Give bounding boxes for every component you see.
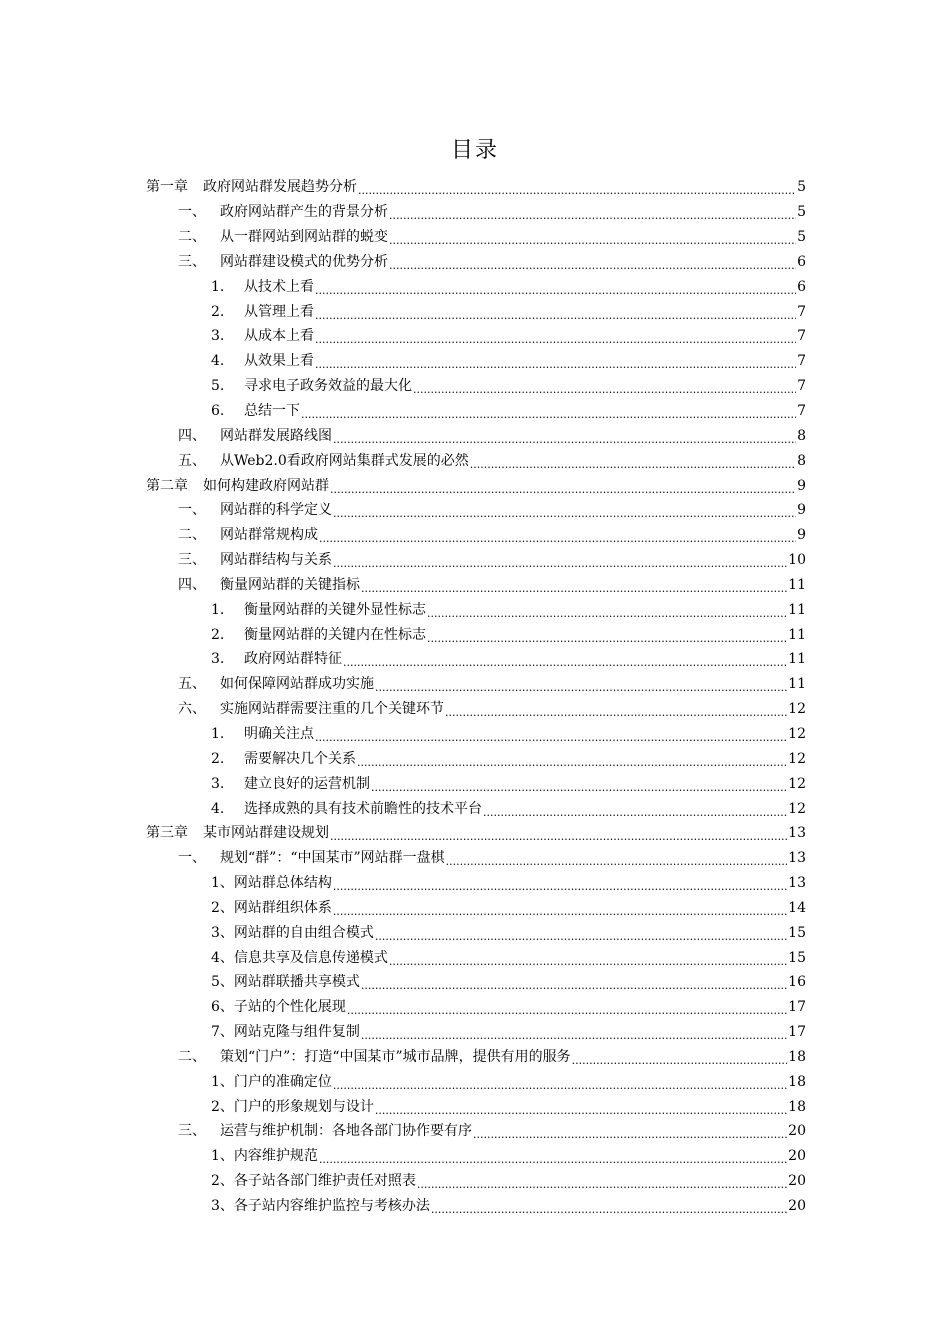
toc-entry-label: 衡量网站群的关键外显性标志 xyxy=(244,601,426,618)
toc-entry[interactable] xyxy=(0,846,806,871)
toc-dot-leader xyxy=(319,1150,787,1168)
toc-dot-leader xyxy=(333,877,787,895)
toc-page-number: 7 xyxy=(797,403,806,420)
toc-entry[interactable] xyxy=(0,722,806,747)
toc-entry-number: 一、 xyxy=(178,850,206,867)
toc-dot-leader xyxy=(375,1101,787,1119)
toc-entry-number: 3、 xyxy=(211,1198,234,1215)
toc-entry-label: 从成本上看 xyxy=(244,328,314,345)
toc-entry-number: 4. xyxy=(211,800,225,817)
toc-entry-number: 1、 xyxy=(211,875,234,892)
toc-dot-leader xyxy=(333,430,796,448)
toc-entry-number: 2、 xyxy=(211,899,234,916)
toc-entry-label: 网站群的自由组合模式 xyxy=(233,924,374,941)
toc-entry[interactable] xyxy=(0,920,806,945)
toc-entry-number: 4、 xyxy=(211,949,234,966)
toc-dot-leader xyxy=(361,1026,787,1044)
toc-entry-number: 2、 xyxy=(211,1173,234,1190)
toc-entry-number: 五、 xyxy=(178,676,206,693)
toc-dot-leader xyxy=(315,306,796,324)
toc-entry-label: 网站克隆与组件复制 xyxy=(233,1024,360,1041)
toc-page-number: 20 xyxy=(788,1173,806,1190)
toc-entry-number: 五、 xyxy=(178,452,206,469)
toc-entry-number: 一、 xyxy=(178,204,206,221)
toc-dot-leader xyxy=(361,976,787,994)
toc-entry[interactable] xyxy=(0,1045,806,1070)
toc-entry-number: 四、 xyxy=(178,427,206,444)
toc-entry-label: 运营与维护机制：各地各部门协作要有序 xyxy=(220,1123,472,1140)
toc-page-number: 6 xyxy=(797,278,806,295)
toc-entry-number: 二、 xyxy=(178,229,206,246)
toc-dot-leader xyxy=(389,256,796,274)
toc-dot-leader xyxy=(301,405,796,423)
toc-dot-leader xyxy=(470,455,796,473)
toc-entry[interactable] xyxy=(0,672,806,697)
toc-entry[interactable] xyxy=(0,970,806,995)
toc-page-number: 13 xyxy=(788,825,806,842)
toc-dot-leader xyxy=(413,380,796,398)
toc-entry[interactable] xyxy=(0,175,806,200)
toc-entry[interactable] xyxy=(0,1069,806,1094)
toc-entry[interactable] xyxy=(0,399,806,424)
toc-page-number: 20 xyxy=(788,1198,806,1215)
toc-dot-leader xyxy=(330,480,796,498)
toc-entry[interactable] xyxy=(0,1194,806,1219)
toc-entry[interactable] xyxy=(0,423,806,448)
toc-page-number: 8 xyxy=(797,427,806,444)
toc-entry-number: 第三章 xyxy=(146,825,188,842)
toc-entry-label: 建立良好的运营机制 xyxy=(244,775,370,792)
toc-page-number: 17 xyxy=(788,999,806,1016)
toc-dot-leader xyxy=(572,1051,788,1069)
toc-page-number: 9 xyxy=(797,477,806,494)
toc-entry-number: 三、 xyxy=(178,552,206,569)
toc-page-number: 20 xyxy=(788,1148,806,1165)
toc-entry[interactable] xyxy=(0,523,806,548)
toc-dot-leader xyxy=(343,653,787,671)
toc-page-number: 11 xyxy=(788,576,806,593)
toc-entry-label: 实施网站群需要注重的几个关键环节 xyxy=(220,701,444,718)
toc-title: 目录 xyxy=(450,138,499,163)
toc-entry-number: 2. xyxy=(211,303,225,320)
toc-page-number: 12 xyxy=(788,725,806,742)
toc-page-number: 12 xyxy=(788,800,806,817)
toc-entry-number: 2. xyxy=(211,626,225,643)
toc-entry-number: 1、 xyxy=(211,1073,234,1090)
toc-entry-number: 4. xyxy=(211,353,225,370)
toc-entry[interactable] xyxy=(0,349,806,374)
toc-dot-leader xyxy=(315,728,787,746)
toc-entry-number: 一、 xyxy=(178,502,206,519)
toc-entry-label: 政府网站群发展趋势分析 xyxy=(203,179,357,196)
toc-entry-number: 1. xyxy=(211,278,225,295)
toc-dot-leader xyxy=(483,803,787,821)
toc-entry[interactable] xyxy=(0,473,806,498)
toc-entry[interactable] xyxy=(0,573,806,598)
toc-entry-label: 各子站各部门维护责任对照表 xyxy=(233,1173,416,1190)
toc-entry-label: 门户的形象规划与设计 xyxy=(233,1098,374,1115)
toc-entry-label: 网站群结构与关系 xyxy=(220,552,332,569)
toc-dot-leader xyxy=(347,1001,787,1019)
toc-entry-number: 2. xyxy=(211,750,225,767)
toc-entry[interactable] xyxy=(0,548,806,573)
toc-entry[interactable] xyxy=(0,995,806,1020)
toc-entry[interactable] xyxy=(0,597,806,622)
toc-entry-label: 需要解决几个关系 xyxy=(244,750,356,767)
toc-page-number: 13 xyxy=(788,875,806,892)
toc-entry[interactable] xyxy=(0,871,806,896)
toc-entry[interactable] xyxy=(0,1119,806,1144)
toc-entry-number: 第二章 xyxy=(146,477,188,494)
toc-entry-number: 二、 xyxy=(178,527,206,544)
toc-entry[interactable] xyxy=(0,225,806,250)
toc-entry[interactable] xyxy=(0,299,806,324)
toc-page-number: 17 xyxy=(788,1024,806,1041)
toc-dot-leader xyxy=(319,529,796,547)
toc-entry-label: 网站群组织体系 xyxy=(233,899,332,916)
toc-entry-number: 3、 xyxy=(211,924,234,941)
toc-entry[interactable] xyxy=(0,448,806,473)
toc-page-number: 20 xyxy=(788,1123,806,1140)
toc-entry[interactable] xyxy=(0,622,806,647)
toc-dot-leader xyxy=(333,902,787,920)
toc-entry-label: 网站群建设模式的优势分析 xyxy=(220,253,388,270)
toc-entry[interactable] xyxy=(0,1094,806,1119)
toc-entry-label: 网站群总体结构 xyxy=(233,875,332,892)
toc-entry-label: 网站群联播共享模式 xyxy=(233,974,360,991)
toc-page-number: 10 xyxy=(788,552,806,569)
toc-entry-label: 门户的准确定位 xyxy=(233,1073,332,1090)
toc-entry[interactable] xyxy=(0,1020,806,1045)
toc-page-number: 7 xyxy=(797,378,806,395)
toc-page-number: 8 xyxy=(797,452,806,469)
toc-entry-number: 5. xyxy=(211,378,225,395)
toc-entry-label: 规划“群”：“中国某市”网站群一盘棋 xyxy=(220,850,445,867)
toc-dot-leader xyxy=(375,927,787,945)
toc-page-number: 11 xyxy=(788,601,806,618)
toc-entry-label: 内容维护规范 xyxy=(233,1148,318,1165)
toc-entry[interactable] xyxy=(0,324,806,349)
toc-dot-leader xyxy=(431,1200,787,1218)
toc-entry-number: 2、 xyxy=(211,1098,234,1115)
toc-entry-label: 如何构建政府网站群 xyxy=(203,477,329,494)
toc-entry-number: 1、 xyxy=(211,1148,234,1165)
toc-entry-label: 政府网站群产生的背景分析 xyxy=(220,204,388,221)
toc-entry[interactable] xyxy=(0,200,806,225)
toc-dot-leader xyxy=(417,1175,787,1193)
toc-page-number: 12 xyxy=(788,750,806,767)
toc-dot-leader xyxy=(389,206,796,224)
toc-entry-label: 衡量网站群的关键内在性标志 xyxy=(244,626,426,643)
toc-entry[interactable] xyxy=(0,945,806,970)
toc-entry-number: 二、 xyxy=(178,1048,206,1065)
toc-page-number: 18 xyxy=(788,1048,806,1065)
toc-dot-leader xyxy=(427,604,787,622)
toc-entry[interactable] xyxy=(0,250,806,275)
toc-page-number: 6 xyxy=(797,253,806,270)
toc-entry-number: 四、 xyxy=(178,576,206,593)
toc-entry-label: 策划“门户”：打造“中国某市”城市品牌，提供有用的服务 xyxy=(220,1048,571,1065)
toc-entry-label: 总结一下 xyxy=(244,403,300,420)
toc-page-number: 5 xyxy=(797,179,806,196)
toc-entry-label: 从Web2.0看政府网站集群式发展的必然 xyxy=(220,452,469,469)
toc-entry-label: 某市网站群建设规划 xyxy=(203,825,329,842)
toc-entry[interactable] xyxy=(0,796,806,821)
toc-entry-label: 信息共享及信息传递模式 xyxy=(233,949,388,966)
toc-page-number: 7 xyxy=(797,303,806,320)
toc-dot-leader xyxy=(333,554,787,572)
toc-page-number: 16 xyxy=(788,974,806,991)
toc-dot-leader xyxy=(445,703,787,721)
toc-entry-label: 寻求电子政务效益的最大化 xyxy=(244,378,412,395)
toc-entry-number: 6. xyxy=(211,403,225,420)
toc-dot-leader xyxy=(315,281,796,299)
toc-dot-leader xyxy=(333,1076,787,1094)
toc-dot-leader xyxy=(330,827,787,845)
toc-entry-label: 网站群常规构成 xyxy=(220,527,318,544)
toc-entry[interactable] xyxy=(0,821,806,846)
toc-dot-leader xyxy=(427,629,787,647)
toc-dot-leader xyxy=(358,181,796,199)
toc-page-number: 13 xyxy=(788,850,806,867)
toc-dot-leader xyxy=(315,330,796,348)
toc-entry[interactable] xyxy=(0,746,806,771)
toc-entry-label: 从一群网站到网站群的蜕变 xyxy=(220,229,388,246)
toc-entry-label: 如何保障网站群成功实施 xyxy=(220,676,374,693)
toc-page-number: 11 xyxy=(788,676,806,693)
toc-dot-leader xyxy=(473,1125,787,1143)
toc-page-number: 12 xyxy=(788,701,806,718)
toc-entry-number: 六、 xyxy=(178,701,206,718)
toc-entry[interactable] xyxy=(0,1144,806,1169)
toc-entry-number: 3. xyxy=(211,775,225,792)
toc-entry[interactable] xyxy=(0,374,806,399)
toc-entry-label: 明确关注点 xyxy=(244,725,314,742)
toc-entry-number: 第一章 xyxy=(146,179,188,196)
table-of-contents xyxy=(0,175,950,1218)
toc-page-number: 12 xyxy=(788,775,806,792)
toc-entry-number: 三、 xyxy=(178,253,206,270)
toc-entry[interactable] xyxy=(0,274,806,299)
toc-entry-number: 3. xyxy=(211,651,225,668)
toc-dot-leader xyxy=(357,753,787,771)
toc-dot-leader xyxy=(371,778,787,796)
toc-entry-label: 网站群的科学定义 xyxy=(220,502,332,519)
toc-entry-number: 三、 xyxy=(178,1123,206,1140)
toc-entry-label: 从管理上看 xyxy=(244,303,314,320)
toc-page-number: 9 xyxy=(797,502,806,519)
toc-dot-leader xyxy=(361,579,787,597)
toc-page-number: 18 xyxy=(788,1098,806,1115)
toc-entry-number: 1. xyxy=(211,725,225,742)
toc-entry[interactable] xyxy=(0,498,806,523)
toc-entry-label: 政府网站群特征 xyxy=(244,651,342,668)
toc-entry-number: 6、 xyxy=(211,999,234,1016)
toc-entry-label: 衡量网站群的关键指标 xyxy=(220,576,360,593)
toc-page-number: 5 xyxy=(797,229,806,246)
toc-page-number: 7 xyxy=(797,353,806,370)
toc-entry-number: 5、 xyxy=(211,974,234,991)
toc-entry-label: 网站群发展路线图 xyxy=(220,427,332,444)
toc-page-number: 15 xyxy=(788,924,806,941)
toc-dot-leader xyxy=(446,852,788,870)
toc-entry-label: 从技术上看 xyxy=(244,278,314,295)
toc-entry-label: 从效果上看 xyxy=(244,353,314,370)
toc-dot-leader xyxy=(315,355,796,373)
toc-entry-label: 子站的个性化展现 xyxy=(233,999,346,1016)
toc-page-number: 5 xyxy=(797,204,806,221)
toc-page-number: 7 xyxy=(797,328,806,345)
toc-dot-leader xyxy=(375,678,787,696)
toc-entry[interactable] xyxy=(0,647,806,672)
toc-dot-leader xyxy=(389,952,787,970)
toc-entry[interactable] xyxy=(0,771,806,796)
toc-page-number: 11 xyxy=(788,626,806,643)
toc-page-number: 14 xyxy=(788,899,806,916)
toc-entry-number: 1. xyxy=(211,601,225,618)
toc-page-number: 9 xyxy=(797,527,806,544)
toc-entry[interactable] xyxy=(0,697,806,722)
toc-entry-number: 7、 xyxy=(211,1024,234,1041)
toc-entry[interactable] xyxy=(0,1169,806,1194)
toc-dot-leader xyxy=(333,504,796,522)
toc-page-number: 18 xyxy=(788,1073,806,1090)
toc-page-number: 15 xyxy=(788,949,806,966)
toc-page-number: 11 xyxy=(788,651,806,668)
toc-entry-label: 各子站内容维护监控与考核办法 xyxy=(233,1198,430,1215)
toc-entry-number: 3. xyxy=(211,328,225,345)
toc-dot-leader xyxy=(389,231,796,249)
toc-entry-label: 选择成熟的具有技术前瞻性的技术平台 xyxy=(244,800,482,817)
toc-entry[interactable] xyxy=(0,895,806,920)
